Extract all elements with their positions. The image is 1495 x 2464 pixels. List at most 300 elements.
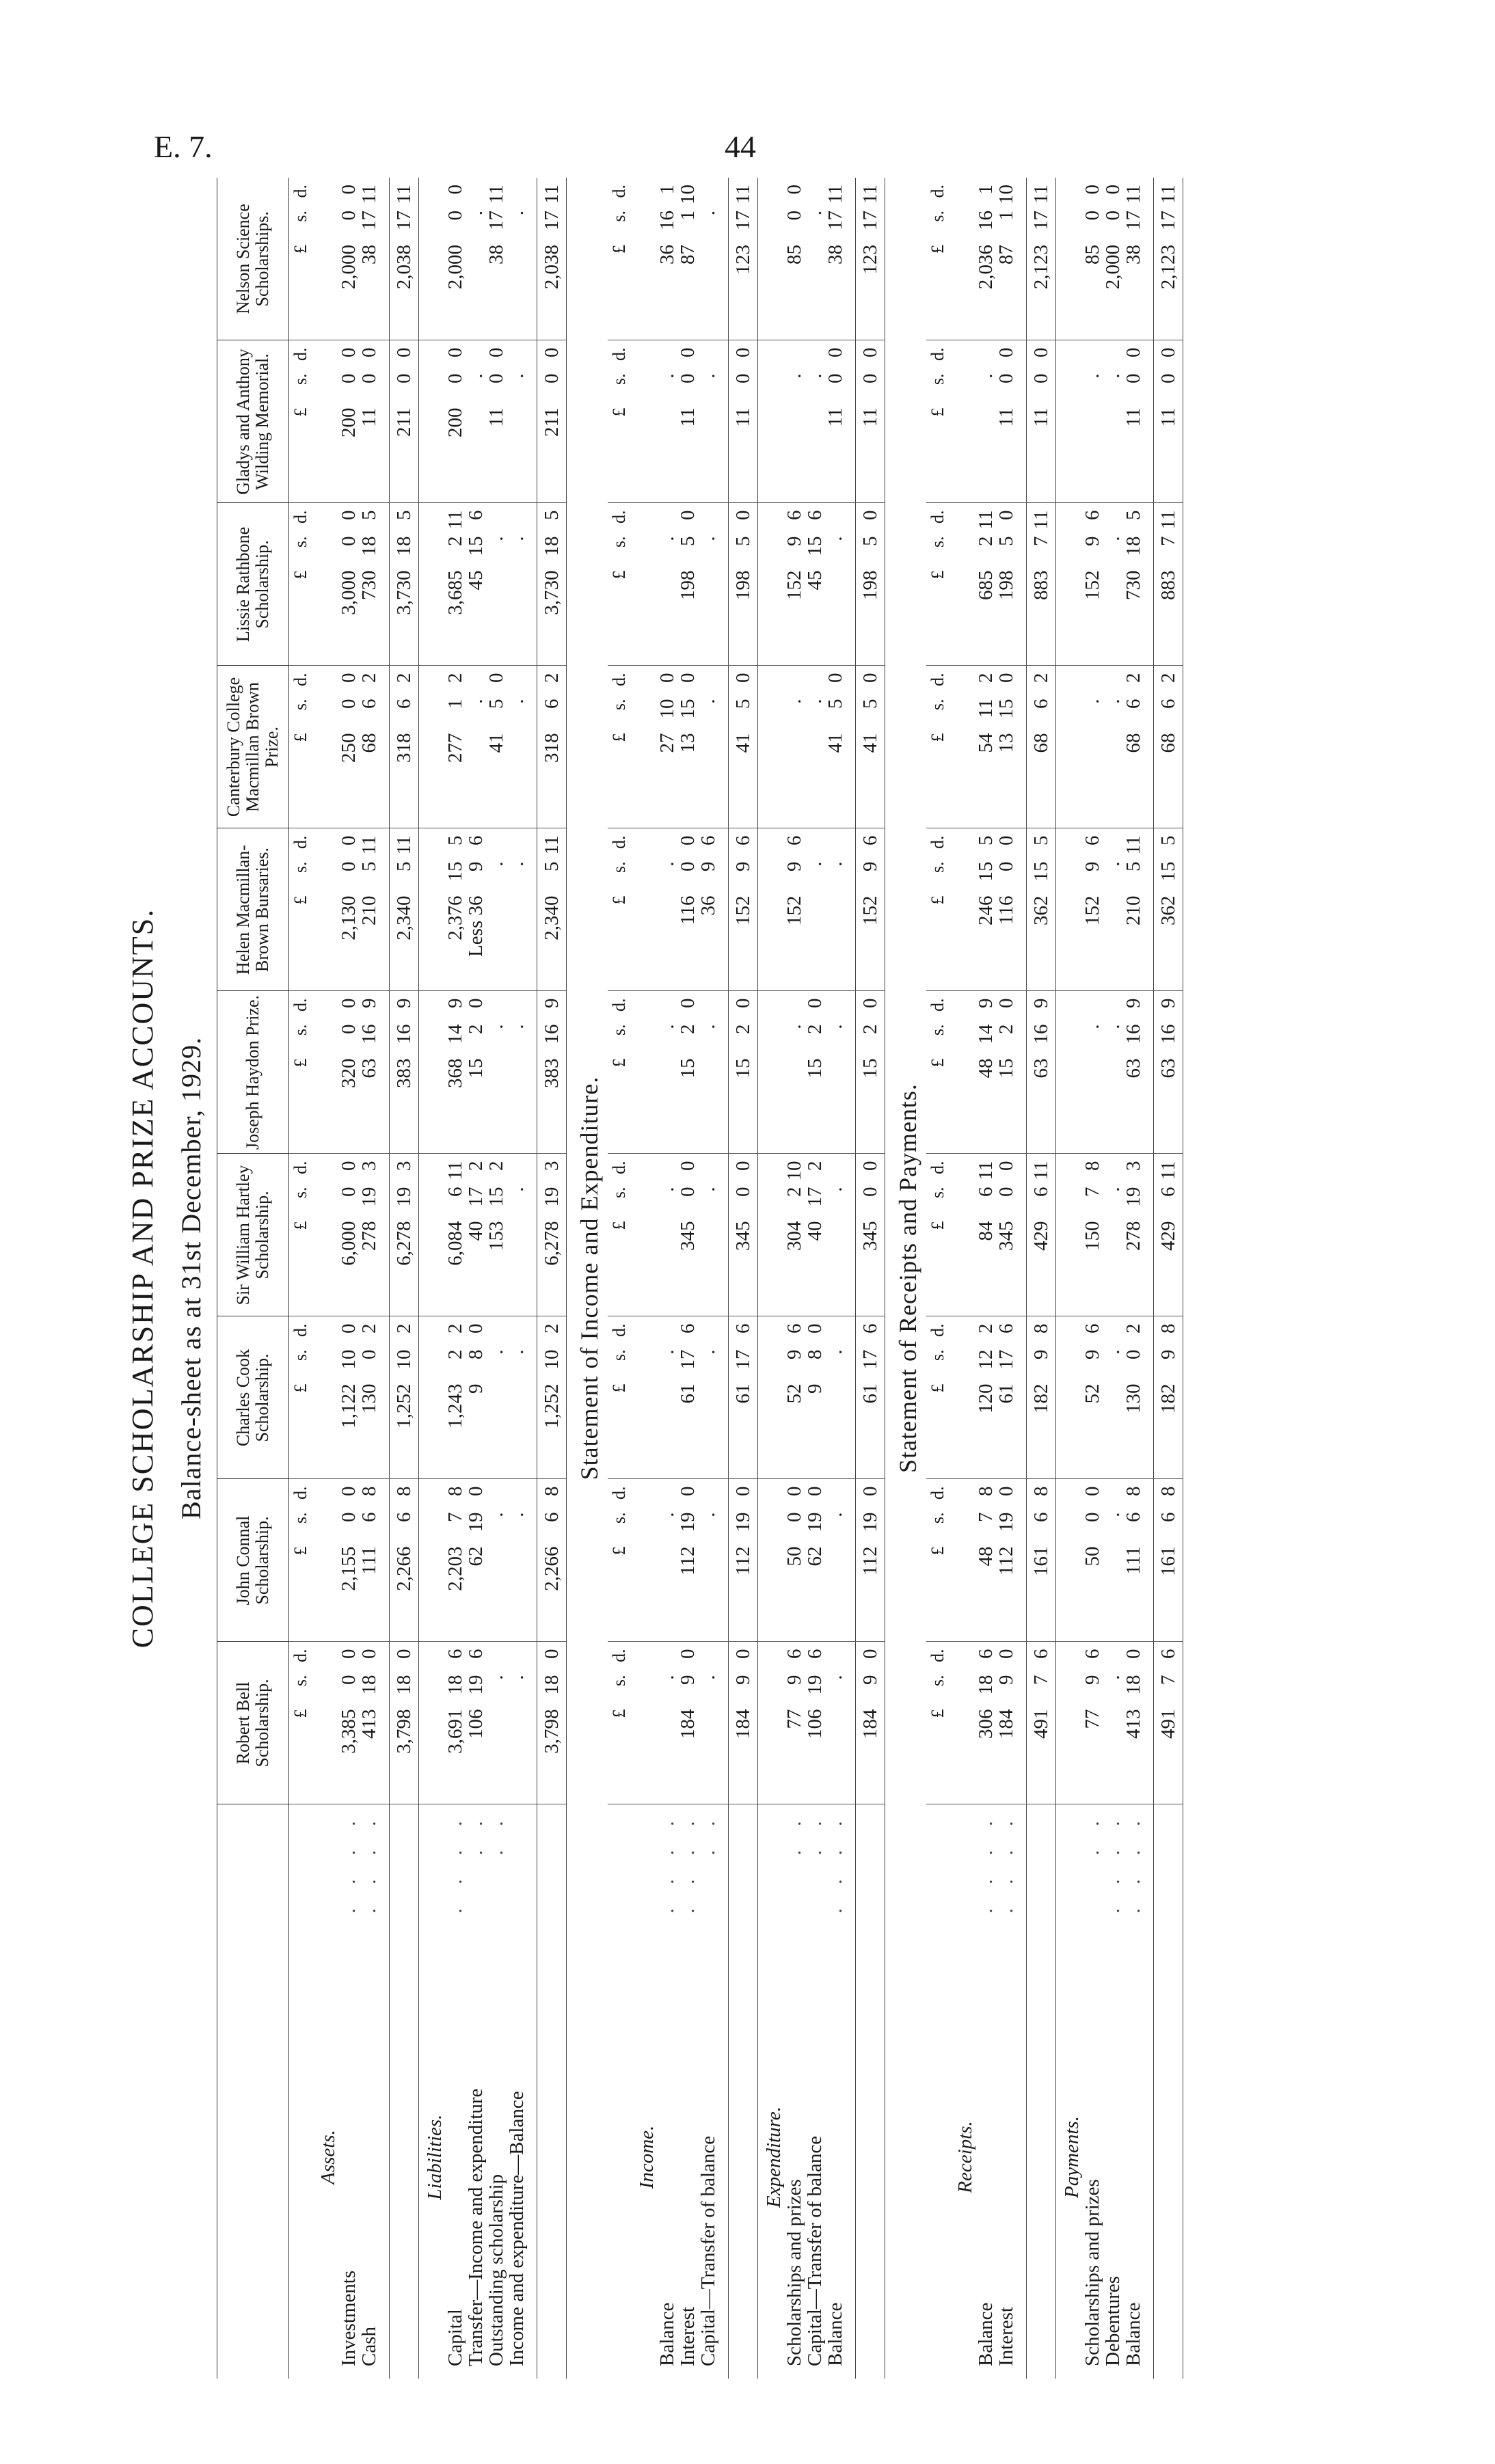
shillings: 17	[465, 1187, 487, 1207]
pounds: 106	[804, 1709, 826, 1739]
pence: 0	[824, 673, 846, 683]
pounds	[825, 1384, 846, 1466]
pence: 11	[975, 510, 997, 530]
empty-cell	[949, 340, 975, 503]
pence: 0	[465, 1323, 487, 1333]
pence: 3	[541, 1161, 563, 1171]
spacer-cell	[1144, 1642, 1154, 1804]
pence: 8	[358, 1486, 380, 1496]
spacer-cell	[379, 991, 390, 1154]
pounds: 246	[975, 895, 997, 925]
pounds: 45	[804, 570, 826, 591]
pence: 9	[393, 998, 415, 1008]
amount	[390, 348, 418, 496]
amount	[390, 673, 418, 822]
amount	[390, 1324, 418, 1472]
amount	[537, 348, 566, 496]
leader-dots: . . . .	[444, 1811, 466, 1914]
shillings: 5	[393, 861, 415, 871]
shillings: s.	[609, 1187, 629, 1199]
value-cell	[359, 1154, 379, 1316]
shillings: 6	[1122, 699, 1144, 709]
shillings: 6	[1157, 1512, 1179, 1522]
pence	[657, 1161, 677, 1183]
value-cell	[805, 1316, 825, 1479]
page-header-series: E. 7.	[154, 129, 213, 164]
units-spacer	[926, 1941, 949, 2379]
amount	[856, 511, 885, 659]
pence: 0	[732, 510, 754, 520]
shillings: .	[697, 536, 719, 541]
spacer-cell	[718, 1804, 729, 1941]
shillings: 9	[732, 1675, 754, 1685]
amount	[1123, 836, 1144, 984]
pounds: 161	[1157, 1546, 1179, 1576]
pounds: 41	[485, 733, 507, 753]
shillings: 7	[1157, 536, 1179, 546]
pounds: 198	[732, 570, 754, 600]
shillings: s.	[928, 1675, 947, 1687]
leader-dots: . .	[697, 1811, 719, 1856]
pounds: 38	[824, 245, 846, 265]
amount	[1103, 185, 1123, 334]
pence: d.	[291, 1649, 310, 1662]
value-cell	[805, 1479, 825, 1642]
value-cell	[466, 1316, 486, 1479]
amount	[698, 836, 718, 984]
pounds	[698, 245, 718, 327]
value-cell	[445, 666, 466, 828]
pence: 2	[975, 673, 997, 683]
value-cell	[996, 503, 1016, 666]
pounds: 6,084	[444, 1221, 466, 1266]
pounds: 210	[1122, 895, 1144, 925]
pence: 11	[444, 510, 466, 530]
pence: 0	[358, 347, 380, 357]
value-cell	[657, 828, 677, 991]
pounds: 491	[1157, 1709, 1179, 1739]
amount	[996, 511, 1016, 659]
amount	[1154, 511, 1183, 659]
spacer-cell	[527, 666, 537, 828]
shillings: .	[485, 536, 507, 541]
shillings: 6	[975, 1187, 997, 1197]
value-cell	[825, 1479, 846, 1642]
pounds: 345	[995, 1221, 1017, 1251]
pence: 0	[485, 673, 507, 683]
shillings: .	[1081, 1024, 1103, 1029]
pence: 8	[1122, 1486, 1144, 1496]
spacer-cell	[1144, 1941, 1154, 2379]
amount	[445, 1649, 466, 1798]
shillings: 9	[783, 1349, 805, 1359]
shillings: 15	[975, 861, 997, 882]
total-cell	[537, 340, 567, 503]
empty-cell	[1056, 503, 1083, 666]
shillings: 0	[1102, 211, 1124, 221]
shillings: 9	[783, 861, 805, 871]
shillings: 16	[358, 1024, 380, 1044]
amount	[698, 1487, 718, 1635]
shillings: s.	[609, 211, 629, 222]
amount	[975, 999, 996, 1147]
value-cell	[338, 340, 359, 503]
shillings: .	[1081, 699, 1103, 704]
amount	[1154, 348, 1183, 496]
pence: 0	[995, 1649, 1017, 1659]
shillings: s.	[291, 536, 310, 548]
pounds: 2,266	[541, 1546, 563, 1591]
empty-cell	[312, 1479, 338, 1642]
pounds: 123	[732, 245, 754, 275]
pounds: 368	[444, 1058, 466, 1088]
empty-cell	[758, 1642, 785, 1804]
pounds	[507, 1709, 527, 1791]
pounds	[657, 1384, 677, 1466]
total-spacer	[390, 1804, 419, 1941]
shillings: .	[804, 699, 826, 704]
shillings: s.	[291, 1349, 310, 1362]
value-cell	[338, 666, 359, 828]
pence	[1103, 348, 1123, 370]
amount	[975, 1324, 996, 1472]
pounds: 111	[358, 1546, 380, 1575]
pence: 6	[1081, 835, 1103, 845]
shillings: s.	[291, 1512, 310, 1524]
amount	[338, 511, 359, 659]
spacer-cell	[718, 1941, 729, 2379]
amount	[609, 673, 630, 822]
total-cell	[390, 666, 419, 828]
amount	[975, 348, 996, 496]
amount	[507, 185, 527, 334]
amount	[1123, 185, 1144, 334]
pounds: 1,243	[444, 1383, 466, 1429]
amount	[729, 511, 757, 659]
pence: 2	[358, 1323, 380, 1333]
pence: d.	[291, 185, 310, 198]
shillings: 16	[1030, 1024, 1052, 1044]
amount	[1082, 1161, 1103, 1310]
total-cell	[856, 503, 885, 666]
amount	[928, 1649, 948, 1798]
shillings: 15	[465, 536, 487, 556]
shillings: 6	[1157, 699, 1179, 709]
pounds: 50	[783, 1546, 805, 1567]
amount	[537, 1649, 566, 1798]
empty-cell	[758, 503, 785, 666]
shillings: 2	[444, 1349, 466, 1359]
shillings: 9	[1081, 1675, 1103, 1685]
shillings: 2	[783, 1187, 805, 1197]
pounds: £	[609, 407, 629, 417]
table-row	[657, 178, 677, 2379]
pounds	[466, 733, 486, 815]
section-title: Statement of Receipts and Payments.	[894, 1083, 921, 1473]
amount	[729, 673, 757, 822]
shillings: s.	[291, 211, 310, 222]
value-cell	[805, 828, 825, 991]
pence	[657, 836, 677, 858]
account-table	[926, 178, 1183, 2379]
amount	[784, 185, 805, 334]
pounds: 3,730	[541, 570, 563, 615]
shillings: 0	[358, 1349, 380, 1359]
leader-dots: . . . .	[677, 1811, 699, 1914]
value-cell	[507, 991, 527, 1154]
leader-dots: . .	[485, 1811, 507, 1856]
amount	[338, 1487, 359, 1635]
column-header: Helen Macmillan-Brown Bursaries.	[217, 828, 289, 991]
pounds: 318	[541, 733, 563, 763]
amount	[729, 1487, 757, 1635]
group-heading: Expenditure.	[763, 2107, 785, 2208]
row-label: Balance	[656, 2302, 678, 2366]
value-cell	[466, 1479, 486, 1642]
shillings: 19	[804, 1512, 826, 1532]
value-cell	[445, 503, 466, 666]
amount	[537, 673, 566, 822]
spacer-cell	[846, 1479, 856, 1642]
pence: d.	[928, 835, 947, 849]
amount	[729, 1161, 757, 1310]
pounds	[825, 571, 846, 653]
heading-spacer	[419, 1804, 446, 1941]
pence: 11	[1122, 835, 1144, 855]
pounds: 2,123	[1157, 245, 1179, 290]
shillings: 17	[677, 1349, 699, 1370]
total-row	[390, 178, 419, 2379]
amount	[996, 348, 1016, 496]
pence: 11	[732, 185, 754, 204]
amount	[507, 999, 527, 1147]
total-cell	[390, 1642, 419, 1804]
amount	[825, 348, 846, 496]
pounds	[657, 1059, 677, 1141]
spacer-cell	[1144, 503, 1154, 666]
amount	[359, 673, 379, 822]
spacer-cell	[1016, 340, 1027, 503]
empty-cell	[1056, 1642, 1083, 1804]
units-spacer	[608, 1804, 631, 1941]
shillings: 0	[541, 373, 563, 383]
pounds: 15	[732, 1058, 754, 1079]
shillings: .	[506, 1512, 528, 1517]
pounds: 429	[1030, 1221, 1052, 1251]
shillings: 6	[541, 1512, 563, 1522]
shillings: 15	[677, 699, 699, 719]
pounds: £	[291, 733, 310, 742]
pence: 2	[393, 673, 415, 683]
pence: 0	[859, 1161, 881, 1171]
shillings: .	[975, 373, 997, 379]
value-cell	[486, 1154, 507, 1316]
units-spacer	[608, 1941, 631, 2379]
value-cell	[975, 1316, 996, 1479]
total-cell	[537, 1479, 567, 1642]
amount	[486, 511, 507, 659]
pence: 2	[1157, 673, 1179, 683]
value-cell	[1082, 1642, 1103, 1804]
value-cell	[1103, 991, 1123, 1154]
total-cell	[1027, 1316, 1056, 1479]
shillings: 17	[824, 211, 846, 230]
leader-dots: . . . .	[975, 1811, 997, 1914]
pounds: 210	[358, 895, 380, 925]
value-cell	[486, 178, 507, 340]
units-cell	[289, 1316, 313, 1479]
value-cell	[507, 1642, 527, 1804]
amount	[507, 1649, 527, 1798]
shillings: 10	[338, 1349, 360, 1370]
pounds	[1103, 1384, 1123, 1466]
spacer-cell	[846, 1316, 856, 1479]
shillings: 7	[1030, 536, 1052, 546]
pounds: 50	[1081, 1546, 1103, 1567]
amount	[291, 999, 311, 1147]
pounds: 36	[656, 245, 678, 265]
pounds: £	[291, 570, 310, 580]
pence: 0	[677, 347, 699, 357]
empty-cell	[1056, 828, 1083, 991]
value-cell	[975, 503, 996, 666]
amount	[291, 1324, 311, 1472]
shillings: 17	[804, 1187, 826, 1207]
empty-cell	[758, 1479, 785, 1642]
shillings: 5	[732, 699, 754, 709]
amount	[1154, 1324, 1183, 1472]
empty-cell	[1056, 1154, 1083, 1316]
pounds: £	[291, 1383, 310, 1393]
pounds: 2,155	[338, 1546, 360, 1591]
shillings: s.	[609, 1512, 629, 1524]
shillings: 18	[975, 1675, 997, 1695]
shillings: .	[656, 373, 678, 379]
shillings: 0	[338, 1675, 360, 1685]
pounds: 184	[677, 1709, 699, 1739]
column-header: Gladys and Anthony Wilding Memorial.	[217, 340, 289, 503]
pounds: 85	[783, 245, 805, 265]
pence: 0	[859, 673, 881, 683]
spacer-row	[527, 178, 537, 2379]
empty-cell	[631, 340, 657, 503]
shillings: .	[697, 1349, 719, 1355]
pence: 0	[465, 1486, 487, 1496]
pounds: 41	[859, 733, 881, 753]
pounds: £	[291, 1221, 310, 1230]
pence: 8	[1030, 1323, 1052, 1333]
amount	[996, 1487, 1016, 1635]
pence: 9	[358, 998, 380, 1008]
amount	[825, 999, 846, 1147]
pence: 11	[541, 185, 563, 204]
pounds	[698, 1709, 718, 1791]
pounds	[698, 1059, 718, 1141]
units-spacer	[289, 1804, 313, 1941]
shillings: .	[783, 1024, 805, 1029]
value-cell	[825, 178, 846, 340]
pounds: 123	[859, 245, 881, 275]
units-cell	[608, 1316, 631, 1479]
empty-cell	[949, 1316, 975, 1479]
total-cell	[1154, 503, 1183, 666]
value-cell	[784, 1316, 805, 1479]
shillings: 7	[1030, 1675, 1052, 1685]
amount	[338, 348, 359, 496]
pence: 2	[541, 1323, 563, 1333]
pounds	[698, 571, 718, 653]
empty-cell	[758, 666, 785, 828]
shillings: s.	[928, 1512, 947, 1524]
pounds: 68	[1030, 733, 1052, 753]
value-cell	[1123, 666, 1144, 828]
pence: 0	[656, 673, 678, 683]
pounds: 15	[859, 1058, 881, 1079]
amount	[825, 1161, 846, 1310]
amount	[996, 999, 1016, 1147]
pounds	[486, 1709, 507, 1791]
shillings: 5	[358, 861, 380, 871]
leader-dots: . . . .	[656, 1811, 678, 1914]
units-cell	[926, 828, 949, 991]
pence: 0	[995, 1486, 1017, 1496]
pounds: 84	[975, 1221, 997, 1241]
pounds: 200	[338, 407, 360, 437]
amount	[784, 836, 805, 984]
shillings: 5	[485, 699, 507, 709]
shillings: s.	[928, 1349, 947, 1362]
pence: 8	[1030, 1486, 1052, 1496]
amount	[1103, 1324, 1123, 1472]
value-cell	[996, 1479, 1016, 1642]
pounds: 883	[1030, 570, 1052, 600]
spacer-cell	[379, 1154, 390, 1316]
amount	[359, 348, 379, 496]
pounds	[507, 1221, 527, 1303]
total-cell	[856, 991, 885, 1154]
pence: d.	[609, 1649, 629, 1662]
amount	[1082, 185, 1103, 334]
pounds: 11	[859, 407, 881, 427]
amount	[805, 673, 825, 822]
pence: 11	[1030, 185, 1052, 204]
value-cell	[677, 1154, 698, 1316]
shillings: 15	[804, 536, 826, 556]
shillings: .	[697, 1675, 719, 1680]
value-cell	[805, 1642, 825, 1804]
pence: 0	[995, 347, 1017, 357]
amount	[657, 836, 677, 984]
pounds: 15	[804, 1058, 826, 1079]
pence: 0	[677, 510, 699, 520]
total-spacer	[1154, 1941, 1183, 2379]
amount	[975, 836, 996, 984]
amount	[291, 836, 311, 984]
pounds: £	[928, 407, 947, 417]
amount	[805, 1487, 825, 1635]
value-cell	[657, 178, 677, 340]
amount	[291, 673, 311, 822]
empty-cell	[758, 340, 785, 503]
value-cell	[359, 991, 379, 1154]
shillings: .	[485, 1024, 507, 1029]
pence: d.	[928, 998, 947, 1012]
total-cell	[1154, 340, 1183, 503]
shillings: 17	[358, 211, 380, 230]
pence	[1103, 673, 1123, 695]
pence: 2	[975, 1323, 997, 1333]
amount	[856, 836, 885, 984]
